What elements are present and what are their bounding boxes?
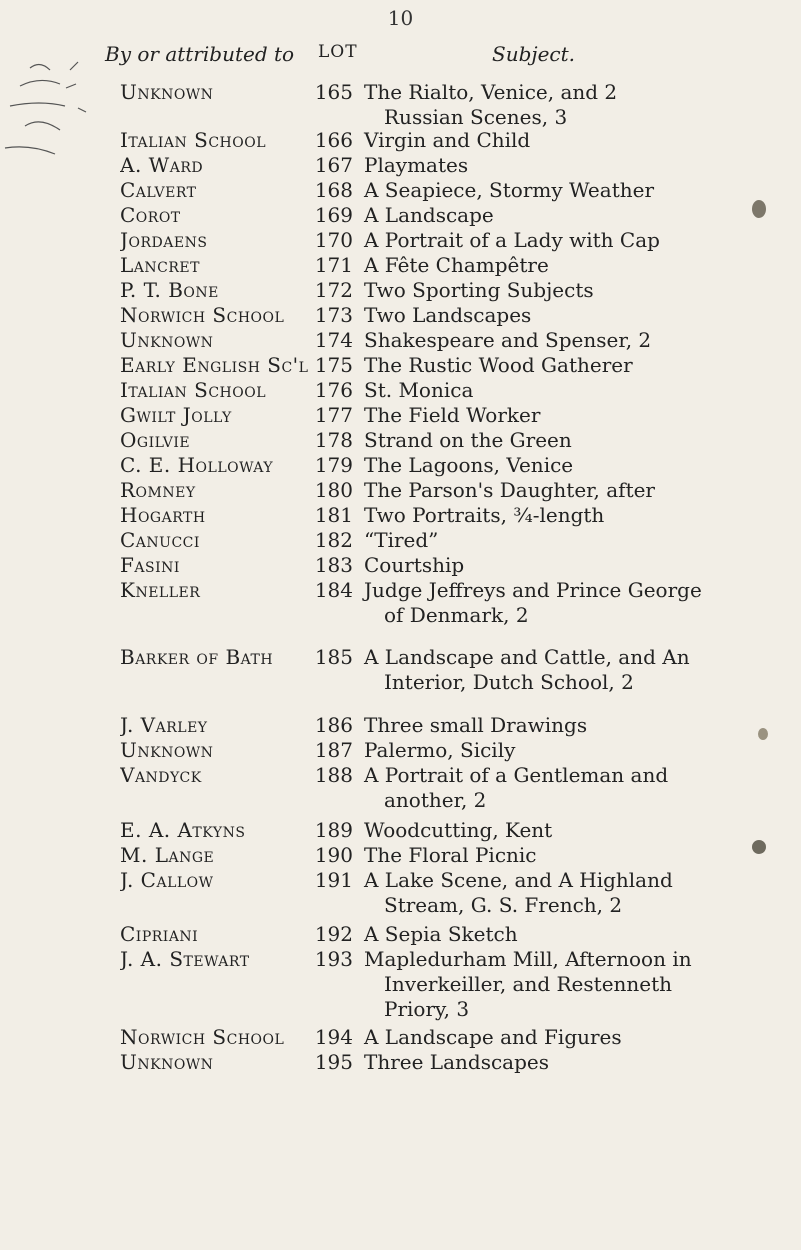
subject-text: “Tired” [364, 528, 439, 552]
lot-number: 183 [314, 553, 353, 577]
lot-number: 170 [314, 228, 353, 252]
lot-number: 171 [314, 253, 353, 277]
artist-name: Lancret [120, 253, 200, 277]
artist-name: Gwilt Jolly [120, 403, 232, 427]
artist-name: Ogilvie [120, 428, 191, 452]
subject-text: Palermo, Sicily [364, 738, 516, 762]
subject-text: Mapledurham Mill, Afternoon in Inverkeiller, and Restenneth Priory, 3 [364, 947, 692, 1021]
artist-name: Romney [120, 478, 196, 502]
subject-text: Two Landscapes [364, 303, 532, 327]
lot-number: 187 [314, 738, 353, 762]
subject-text: Virgin and Child [364, 128, 531, 152]
artist-name: Italian School [120, 378, 267, 402]
subject-text: Shakespeare and Spenser, 2 [364, 328, 652, 352]
lot-number: 165 [314, 80, 353, 104]
artist-name: Corot [120, 203, 181, 227]
lot-number: 184 [314, 578, 353, 602]
artist-name: Unknown [120, 738, 214, 762]
subject-text: A Landscape [364, 203, 494, 227]
artist-name: A. Ward [120, 153, 204, 177]
artist-name: Norwich School [120, 303, 285, 327]
subject-text: Two Sporting Subjects [364, 278, 594, 302]
artist-name: Italian School [120, 128, 267, 152]
subject-text: Strand on the Green [364, 428, 572, 452]
artist-name: Barker of Bath [120, 645, 274, 669]
subject-text: Three small Drawings [364, 713, 588, 737]
subject-text: Two Portraits, ¾-length [364, 503, 605, 527]
subject-text: The Rustic Wood Gatherer [364, 353, 633, 377]
subject-text: A Sepia Sketch [364, 922, 518, 946]
subject-text: A Portrait of a Lady with Cap [364, 228, 660, 252]
artist-name: Calvert [120, 178, 197, 202]
lot-number: 181 [314, 503, 353, 527]
subject-text: The Floral Picnic [364, 843, 537, 867]
page-number: 10 [387, 6, 414, 30]
lot-number: 174 [314, 328, 353, 352]
lot-number: 189 [314, 818, 353, 842]
artist-name: Cipriani [120, 922, 199, 946]
lot-number: 185 [314, 645, 353, 669]
artist-name: Unknown [120, 80, 214, 104]
subject-text: Woodcutting, Kent [364, 818, 553, 842]
subject-text: A Portrait of a Gentleman and another, 2 [364, 763, 669, 812]
lot-number: 192 [314, 922, 353, 946]
artist-name: Hogarth [120, 503, 206, 527]
lot-number: 167 [314, 153, 353, 177]
subject-header: Subject. [492, 42, 576, 66]
lot-number: 172 [314, 278, 353, 302]
subject-text: The Parson's Daughter, after [364, 478, 655, 502]
lot-number: 168 [314, 178, 353, 202]
artist-name: Vandyck [120, 763, 202, 787]
artist-name: Norwich School [120, 1025, 285, 1049]
lot-number: 182 [314, 528, 353, 552]
artist-name: E. A. Atkyns [120, 818, 246, 842]
artist-name: Kneller [120, 578, 201, 602]
artist-name: Jordaens [120, 228, 208, 252]
artist-name: P. T. Bone [120, 278, 219, 302]
lot-number: 173 [314, 303, 353, 327]
artist-name: Unknown [120, 328, 214, 352]
artist-name: Canucci [120, 528, 200, 552]
subject-text: Judge Jeffreys and Prince George of Denmark, 2 [364, 578, 702, 627]
lot-number: 193 [314, 947, 353, 971]
lot-number: 179 [314, 453, 353, 477]
artist-name: M. Lange [120, 843, 215, 867]
subject-text: The Rialto, Venice, and 2 Russian Scenes, 3 [364, 80, 618, 129]
lot-number: 191 [314, 868, 353, 892]
subject-text: A Landscape and Cattle, and An Interior, Dutch School, 2 [364, 645, 690, 694]
artist-name: Unknown [120, 1050, 214, 1074]
subject-text: A Seapiece, Stormy Weather [364, 178, 655, 202]
attribution-header: By or attributed to [105, 42, 295, 66]
lot-number: 178 [314, 428, 353, 452]
pencil-annotations [0, 48, 120, 188]
subject-text: Three Landscapes [364, 1050, 549, 1074]
subject-text: A Fête Champêtre [364, 253, 549, 277]
column-headers [0, 42, 801, 70]
lot-number: 190 [314, 843, 353, 867]
lot-number: 180 [314, 478, 353, 502]
artist-name: C. E. Holloway [120, 453, 274, 477]
lot-number: 195 [314, 1050, 353, 1074]
lot-number: 194 [314, 1025, 353, 1049]
lot-number: 169 [314, 203, 353, 227]
subject-text: Courtship [364, 553, 465, 577]
subject-text: Playmates [364, 153, 469, 177]
subject-text: The Lagoons, Venice [364, 453, 574, 477]
subject-text: A Landscape and Figures [364, 1025, 622, 1049]
lot-header: LOT [318, 42, 358, 62]
lot-number: 176 [314, 378, 353, 402]
lot-number: 166 [314, 128, 353, 152]
artist-name: J. Callow [120, 868, 214, 892]
artist-name: J. A. Stewart [120, 947, 250, 971]
lot-number: 177 [314, 403, 353, 427]
lot-number: 188 [314, 763, 353, 787]
artist-name: Early English Sc'l [120, 353, 309, 377]
artist-name: Fasini [120, 553, 180, 577]
lot-number: 186 [314, 713, 353, 737]
lot-number: 175 [314, 353, 353, 377]
subject-text: St. Monica [364, 378, 474, 402]
artist-name: J. Varley [120, 713, 208, 737]
subject-text: The Field Worker [364, 403, 541, 427]
subject-text: A Lake Scene, and A Highland Stream, G. S. French, 2 [364, 868, 673, 917]
